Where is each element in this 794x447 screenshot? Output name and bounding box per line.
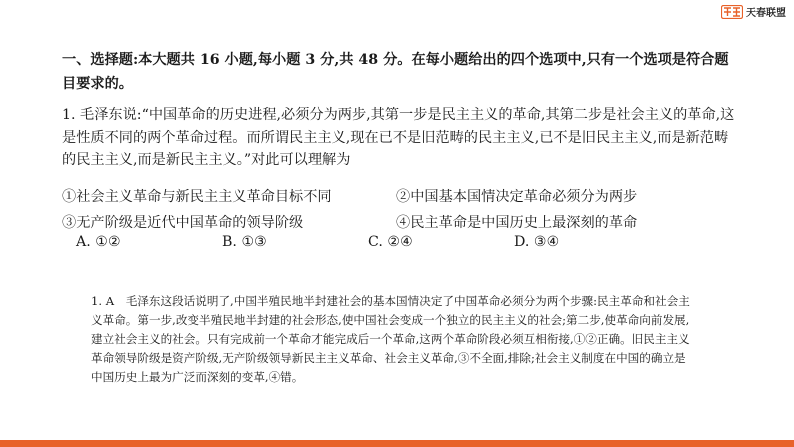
choice-a[interactable]: A. ①② — [76, 234, 121, 250]
section-heading: 一、选择题:本大题共 16 小题,每小题 3 分,共 48 分。在每小题给出的四个选项中,只有一个选项是符合题目要求的。 — [62, 52, 729, 92]
statement-row — [62, 209, 742, 235]
answer-choices — [76, 234, 660, 250]
statement-4: ④民主革命是中国历史上最深刻的革命 — [396, 215, 638, 231]
brand-logo-text: 天春联盟 — [746, 8, 786, 19]
statement-2: ②中国基本国情决定革命必须分为两步 — [396, 189, 638, 205]
question-stem: 1. 毛泽东说:“中国革命的历史进程,必须分为两步,其第一步是民主主义的革命,其第二步是社会主义的革命,这是性质不同的两个革命过程。而所谓民主主义,现在已不是旧范畴的民主主义,已不是旧民主主义,而是新范畴的民主主义,而是新民主主义。”对此可以理解为 — [62, 107, 735, 168]
footer-accent-bar — [0, 440, 794, 447]
statement-list — [62, 183, 742, 235]
brand-logo — [721, 4, 786, 19]
choice-c[interactable]: C. ②④ — [368, 234, 413, 250]
statement-3: ③无产阶级是近代中国革命的领导阶级 — [62, 215, 304, 231]
answer-explanation: 1. A 毛泽东这段话说明了,中国半殖民地半封建社会的基本国情决定了中国革命必须分为两个步骤:民主革命和社会主义革命。第一步,改变半殖民地半封建的社会形态,使中国社会变成一个独立的民主主义的社会;第二步,使革命向前发展,建立社会主义的社会。只有完成前一个革命才能完成后一个革命,这两个革命阶段必须互相衔接,①②正确。旧民主主义革命领导阶级是资产阶级,无产阶级领导新民主主义革命、社会主义革命,③不全面,排除;社会主义制度在中国的确立是中国历史上最为广泛而深刻的变革,④错。 — [91, 294, 690, 384]
statement-row — [62, 183, 742, 209]
choice-b[interactable]: B. ①③ — [222, 234, 267, 250]
choice-d[interactable]: D. ③④ — [514, 234, 560, 250]
brand-logo-icon — [721, 5, 743, 19]
statement-1: ①社会主义革命与新民主主义革命目标不同 — [62, 189, 332, 205]
